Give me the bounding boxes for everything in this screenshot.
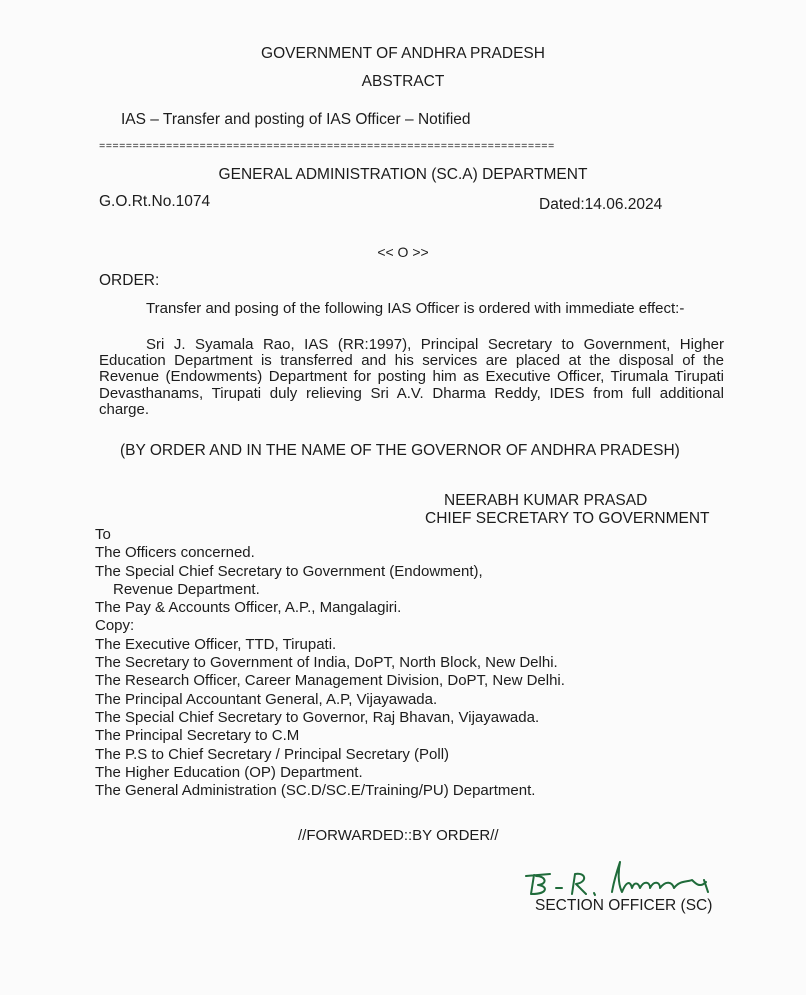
to-item: The Pay & Accounts Officer, A.P., Mangalagiri. [95, 599, 402, 617]
signatory-designation: CHIEF SECRETARY TO GOVERNMENT [425, 510, 710, 527]
copy-label: Copy: [95, 617, 135, 635]
governor-line: (BY ORDER AND IN THE NAME OF THE GOVERNOR OF ANDHRA PRADESH) [120, 442, 680, 459]
to-item: Revenue Department. [113, 580, 260, 598]
subject-line: IAS – Transfer and posting of IAS Officer – Notified [121, 111, 471, 128]
copy-item: The P.S to Chief Secretary / Principal Secretary (Poll) [95, 745, 450, 763]
handwritten-signature [520, 858, 725, 902]
distribution-list [95, 526, 565, 800]
copy-item: The Principal Secretary to C.M [95, 727, 300, 745]
to-item: The Officers concerned. [95, 544, 255, 562]
order-intro: Transfer and posing of the following IAS Officer is ordered with immediate effect:- [146, 300, 685, 317]
to-item: The Special Chief Secretary to Government (Endowment), [95, 562, 483, 580]
order-body: Sri J. Syamala Rao, IAS (RR:1997), Principal Secretary to Government, Higher Education Department is transferred and his services are placed at the disposal of the Revenue (Endowments) Department for posting him as Executive Officer, Tirumala Tirupati Devasthanams, Tirupati duly relieving Sri A.V. Dharma Reddy, IDES from full additional charge. [99, 336, 724, 418]
copy-item: The Research Officer, Career Management Division, DoPT, New Delhi. [95, 672, 565, 690]
government-title: GOVERNMENT OF ANDHRA PRADESH [261, 45, 545, 62]
section-officer-label: SECTION OFFICER (SC) [535, 897, 713, 914]
department-heading: GENERAL ADMINISTRATION (SC.A) DEPARTMENT [218, 166, 588, 183]
divider-mark: << O >> [377, 244, 429, 260]
to-label: To [95, 526, 111, 543]
order-date: Dated:14.06.2024 [539, 196, 663, 213]
separator-line: ==================================================================== [99, 141, 555, 153]
copy-item: The Higher Education (OP) Department. [95, 763, 363, 781]
signatory-name: NEERABH KUMAR PRASAD [444, 492, 648, 509]
go-number: G.O.Rt.No.1074 [99, 193, 211, 210]
copy-item: The Special Chief Secretary to Governor, Raj Bhavan, Vijayawada. [95, 708, 540, 726]
copy-item: The Executive Officer, TTD, Tirupati. [95, 635, 337, 653]
copy-item: The Principal Accountant General, A.P, Vijayawada. [95, 690, 438, 708]
copy-item: The Secretary to Government of India, DoPT, North Block, New Delhi. [95, 654, 558, 672]
abstract-heading: ABSTRACT [361, 73, 445, 90]
order-label: ORDER: [99, 272, 160, 289]
copy-item: The General Administration (SC.D/SC.E/Training/PU) Department. [95, 782, 536, 800]
forwarded-line: //FORWARDED::BY ORDER// [298, 827, 499, 844]
